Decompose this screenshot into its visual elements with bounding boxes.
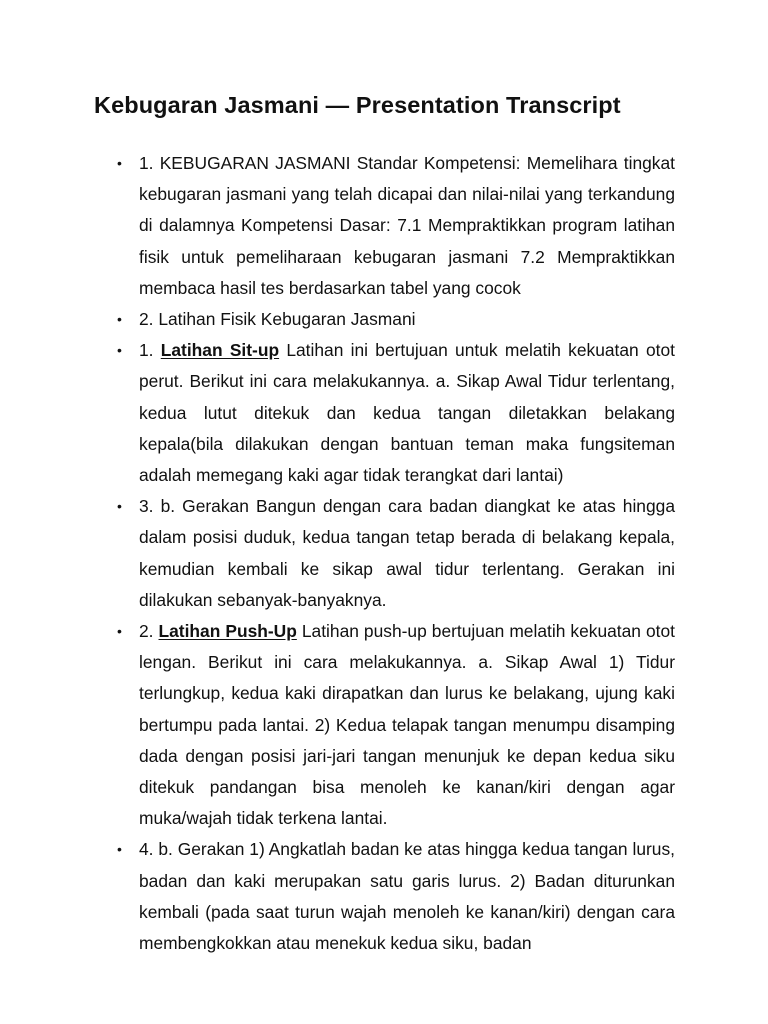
page-title: Kebugaran Jasmani — Presentation Transcript [94, 92, 621, 118]
keyword-latihan-push-up: Latihan Push-Up [158, 621, 297, 642]
item-text: Latihan ini bertujuan untuk melatih kekuatan otot perut. Berikut ini cara melakukannya. a. Sikap Awal Tidur terlentang, kedua lutut ditekuk dan kedua tangan diletakkan belakang kepala(bila dilakukan dengan bantuan teman maka fungsiteman adalah memegang kaki agar tidak terangkat dari lantai) [139, 340, 675, 486]
item-text: 3. b. Gerakan Bangun dengan cara badan diangkat ke atas hingga dalam posisi duduk, kedua tangan tetap berada di belakang kepala, kemudian kembali ke sikap awal tidur terlentang. Gerakan ini dilakukan sebanyak-banyaknya. [139, 496, 675, 610]
list-item [117, 335, 675, 491]
list-item [117, 616, 675, 834]
item-text-prefix: 1. [139, 340, 161, 361]
bullet-icon: • [117, 342, 122, 359]
item-text: 2. Latihan Fisik Kebugaran Jasmani [139, 309, 416, 330]
list-item [117, 148, 675, 304]
bullet-icon: • [117, 498, 122, 515]
item-text-prefix: 2. [139, 621, 159, 642]
item-text: Latihan push-up bertujuan melatih kekuatan otot lengan. Berikut ini cara melakukannya. a. Sikap Awal 1) Tidur terlungkup, kedua kaki dirapatkan dan lurus ke belakang, ujung kaki bertumpu pada lantai. 2) Kedua telapak tangan menumpu disamping dada dengan posisi jari-jari tangan menunjuk ke depan kedua siku ditekuk pandangan bisa menoleh ke kanan/kiri dengan agar muka/wajah tidak terkena lantai. [139, 621, 675, 829]
bullet-icon: • [117, 155, 122, 171]
keyword-latihan-sit-up: Latihan Sit-up [160, 340, 280, 361]
transcript-list [0, 148, 768, 959]
item-text: 4. b. Gerakan 1) Angkatlah badan ke atas hingga kedua tangan lurus, badan dan kaki merupakan satu garis lurus. 2) Badan diturunkan kembali (pada saat turun wajah menoleh ke kanan/kiri) dengan cara membengkokkan atau menekuk kedua siku, badan [139, 839, 675, 954]
bullet-icon: • [117, 841, 122, 858]
bullet-icon: • [117, 311, 122, 328]
item-text: 1. KEBUGARAN JASMANI Standar Kompetensi: Memelihara tingkat kebugaran jasmani yang telah dicapai dan nilai-nilai yang terkandung di dalamnya Kompetensi Dasar: 7.1 Mempraktikkan program latihan fisik untuk pemeliharaan kebugaran jasmani 7.2 Mempraktikkan membaca hasil tes berdasarkan tabel yang cocok [139, 153, 675, 298]
list-item [117, 834, 675, 959]
bullet-icon: • [117, 623, 122, 640]
list-item [117, 304, 675, 335]
list-item [117, 491, 675, 616]
